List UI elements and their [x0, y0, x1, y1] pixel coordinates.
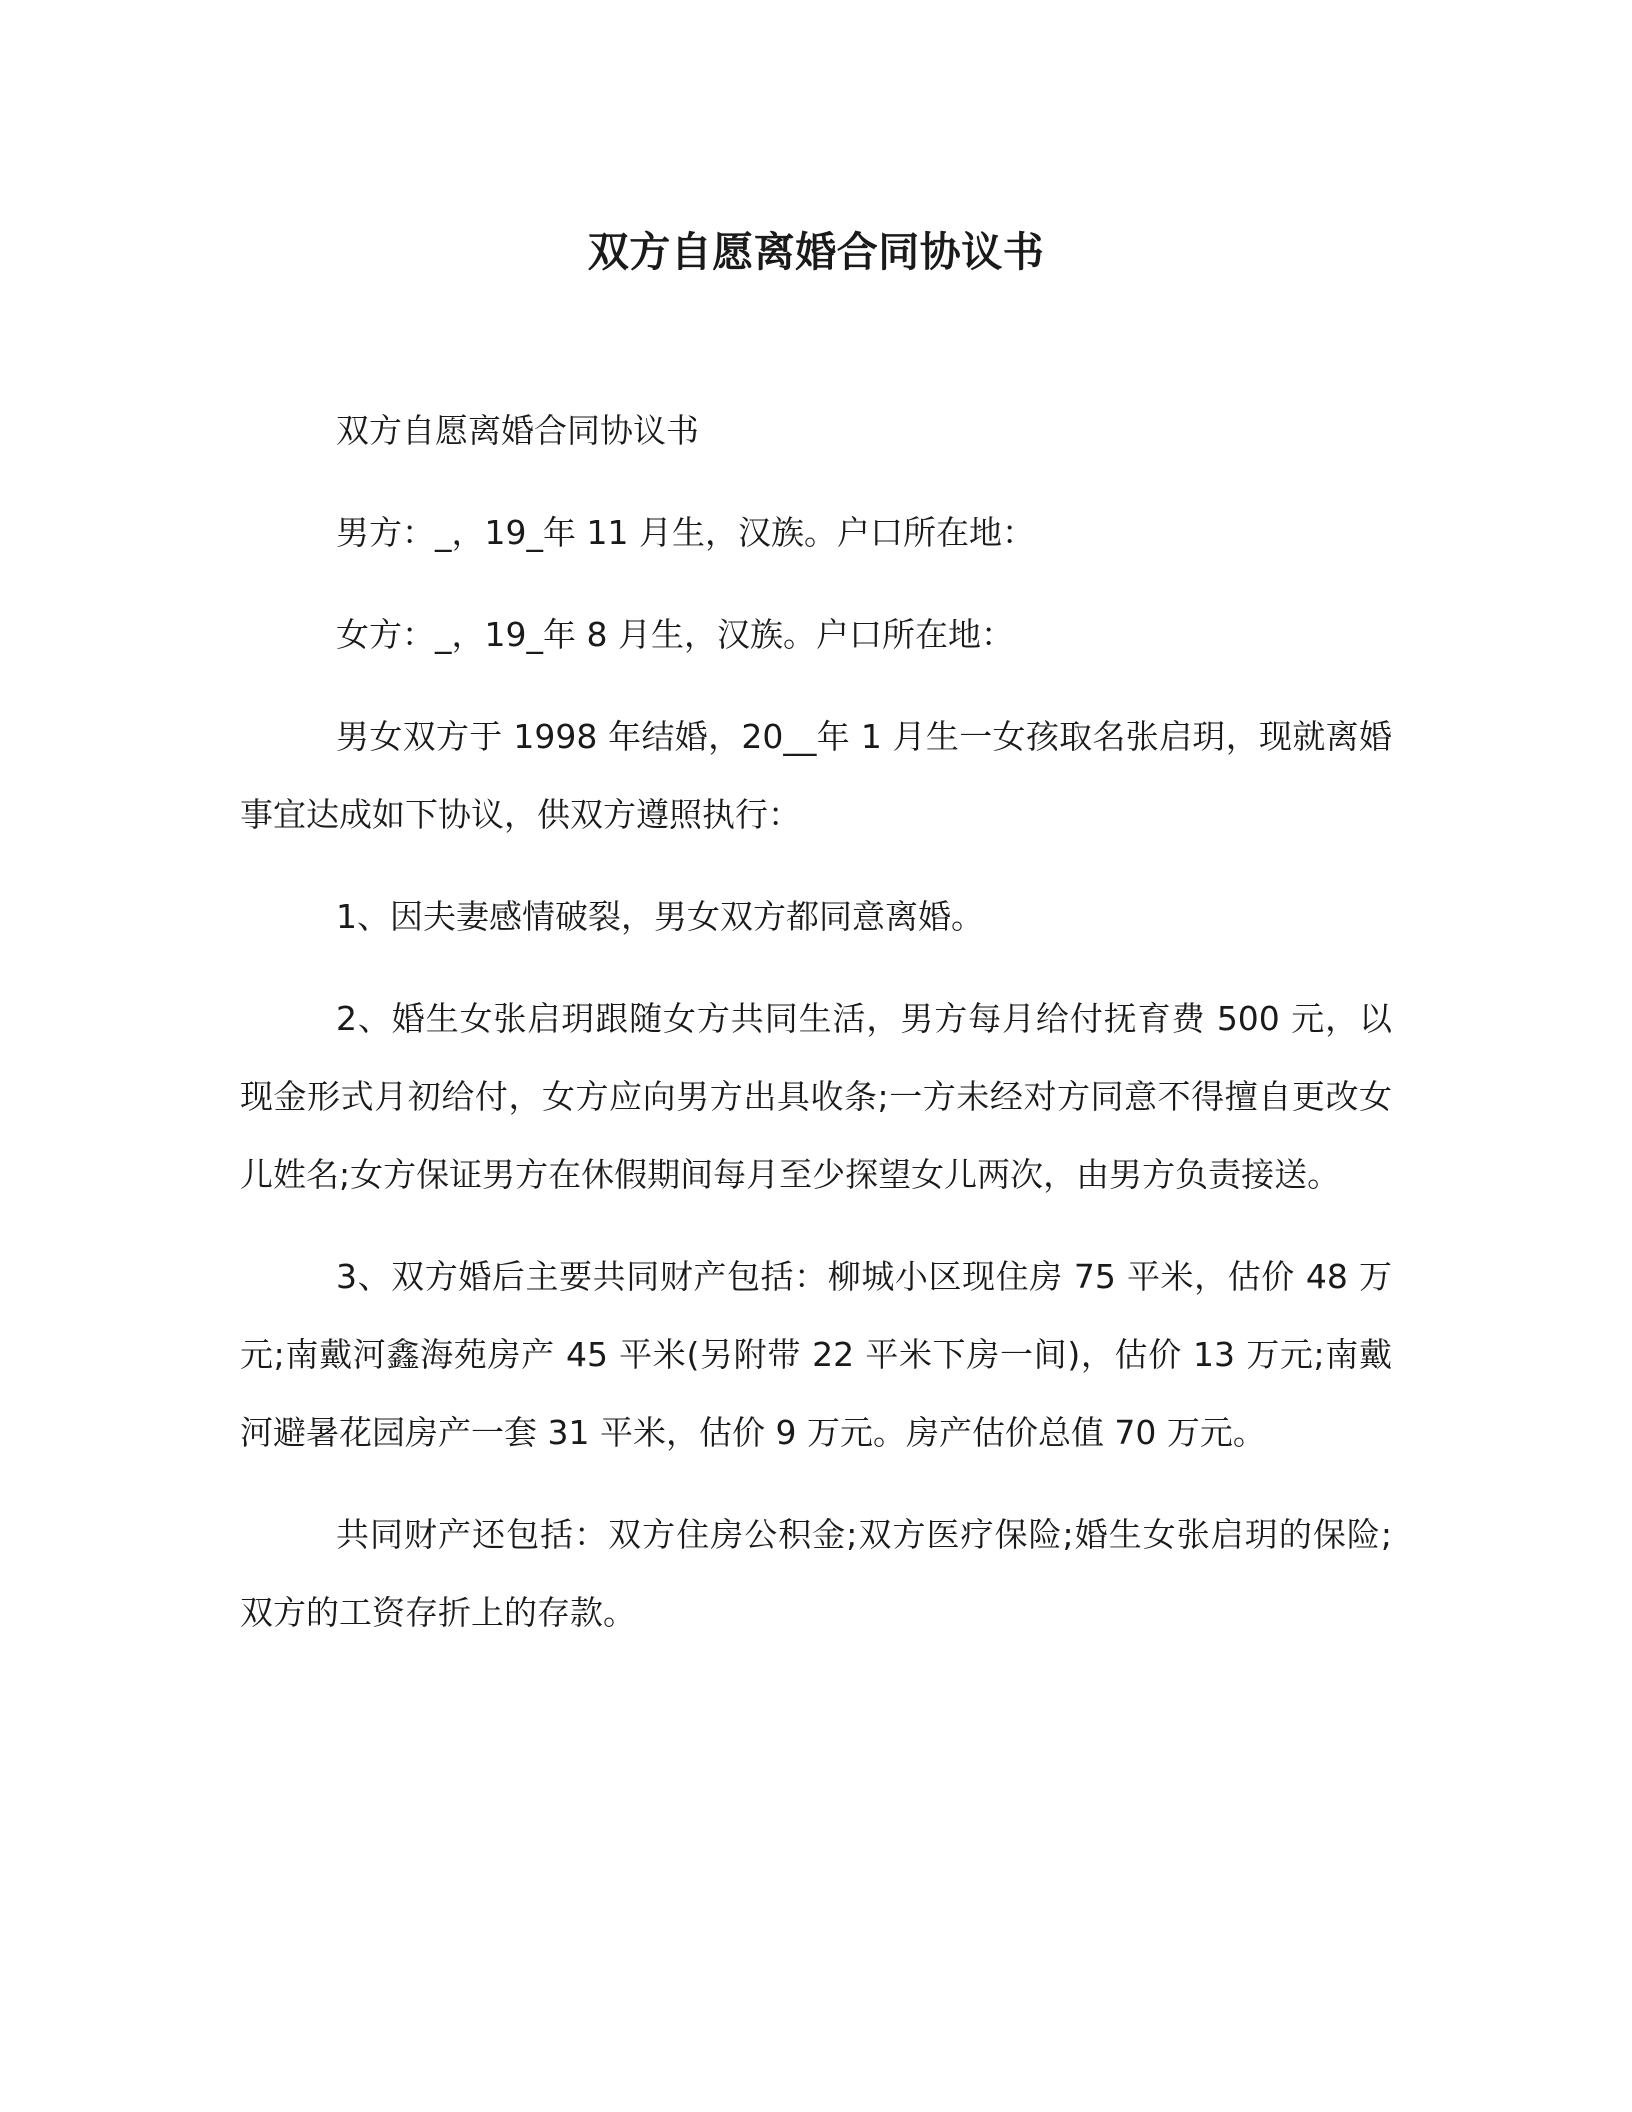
clause-2: 2、婚生女张启玥跟随女方共同生活，男方每月给付抚育费 500 元，以现金形式月初给付，女方应向男方出具收条;一方未经对方同意不得擅自更改女儿姓名;女方保证男方在休假期间每月至少探望女儿两次，由男方负责接送。 [240, 999, 1392, 1194]
clause-3: 3、双方婚后主要共同财产包括：柳城小区现住房 75 平米，估价 48 万元;南戴河鑫海苑房产 45 平米(另附带 22 平米下房一间)，估价 13 万元;南戴河避暑花园房产一套 31 平米，估价 9 万元。房产估价总值 70 万元。 [240, 1257, 1392, 1452]
paragraph-subtitle: 双方自愿离婚合同协议书 [336, 411, 699, 450]
paragraph-male-party: 男方：_，19_年 11 月生，汉族。户口所在地： [336, 513, 1035, 552]
paragraph-common-property: 共同财产还包括：双方住房公积金;双方医疗保险;婚生女张启玥的保险;双方的工资存折上的存款。 [240, 1515, 1392, 1632]
paragraph-intro: 男女双方于 1998 年结婚，20__年 1 月生一女孩取名张启玥，现就离婚事宜达成如下协议，供双方遵照执行： [240, 717, 1392, 834]
paragraph-female-party: 女方：_，19_年 8 月生，汉族。户口所在地： [336, 615, 1014, 654]
document-body [240, 392, 1392, 1676]
clause-1: 1、因夫妻感情破裂，男女双方都同意离婚。 [336, 897, 984, 936]
document-title: 双方自愿离婚合同协议书 [587, 228, 1045, 276]
